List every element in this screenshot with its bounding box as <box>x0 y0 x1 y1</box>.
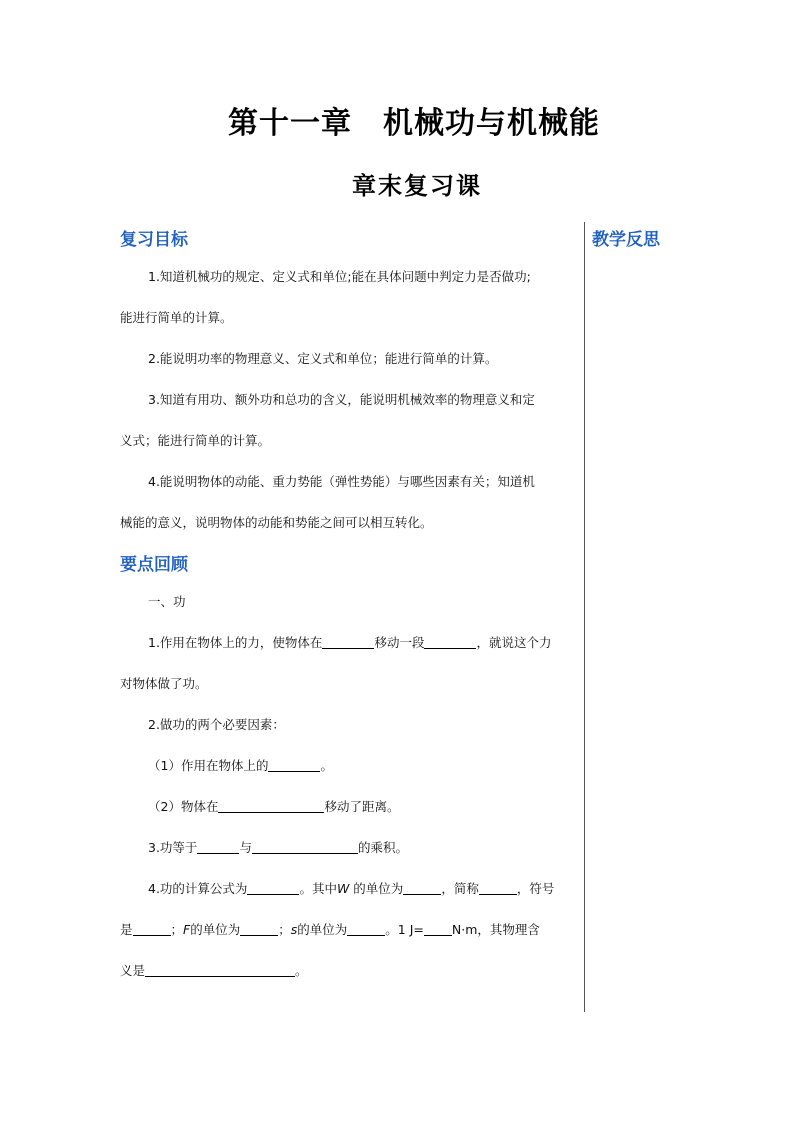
column-divider <box>584 222 585 1012</box>
question-2-title: 2.做功的两个必要因素： <box>148 717 285 732</box>
q1-text-a: 1.作用在物体上的力，使物体在 <box>148 635 323 650</box>
q4-text-n: 。 <box>295 963 308 978</box>
answer-blank[interactable] <box>268 757 320 772</box>
answer-blank[interactable] <box>424 921 452 936</box>
teaching-reflection-label: 教学反思 <box>592 230 660 250</box>
answer-blank[interactable] <box>247 880 299 895</box>
q4-text-d: ，简称 <box>441 881 479 896</box>
q3-text-a: 3.功等于 <box>148 840 198 855</box>
answer-blank[interactable] <box>133 921 171 936</box>
goal-4-line-1: 4.能说明物体的动能、重力势能（弹性势能）与哪些因素有关；知道机 <box>148 474 535 489</box>
goal-3-line-1: 3.知道有用功、额外功和总功的含义，能说明机械效率的物理意义和定 <box>148 392 535 407</box>
goal-1-line-1: 1.知道机械功的规定、定义式和单位;能在具体问题中判定力是否做功; <box>148 269 531 284</box>
lesson-subtitle: 章末复习课 <box>352 172 482 200</box>
main-column <box>120 224 580 991</box>
q2-sub1-text-b: 。 <box>320 758 333 773</box>
q4-text-e: ，符号 <box>516 881 555 896</box>
q1-text-c: ，就说这个力 <box>476 635 552 650</box>
review-goals-heading: 复习目标 <box>120 230 188 250</box>
q2-sub2-text-b: 移动了距离。 <box>324 799 400 814</box>
q4-var-s: s <box>290 922 298 937</box>
question-3 <box>120 827 580 868</box>
answer-blank[interactable] <box>240 921 278 936</box>
answer-blank[interactable] <box>322 634 374 649</box>
q4-var-f: F <box>183 922 191 937</box>
question-2-sub-1 <box>120 745 580 786</box>
q4-text-k: 。1 J= <box>385 922 424 937</box>
q1-text-b: 移动一段 <box>374 635 425 650</box>
q4-text-l: N·m，其物理含 <box>451 922 540 937</box>
q4-text-c: 的单位为 <box>349 881 404 896</box>
question-4-line-3 <box>120 950 580 991</box>
answer-blank[interactable] <box>479 880 517 895</box>
goal-1-line-2: 能进行简单的计算。 <box>120 310 233 325</box>
q4-text-h: 的单位为 <box>190 922 241 937</box>
question-4-line-2 <box>120 909 580 950</box>
answer-blank[interactable] <box>252 839 358 854</box>
question-4-line-1 <box>120 868 580 909</box>
answer-blank[interactable] <box>145 962 295 977</box>
q3-text-b: 与 <box>239 840 252 855</box>
goal-2-line-1: 2.能说明功率的物理意义、定义式和单位；能进行简单的计算。 <box>148 351 498 366</box>
q4-text-i: ； <box>278 922 291 937</box>
q4-text-f: 是 <box>120 922 133 937</box>
q4-text-m: 义是 <box>120 963 146 978</box>
chapter-title: 第十一章 机械功与机械能 <box>228 106 600 141</box>
answer-blank[interactable] <box>424 634 476 649</box>
question-1-line-2: 对物体做了功。 <box>120 676 208 691</box>
q2-sub2-text-a: （2）物体在 <box>148 799 219 814</box>
q3-text-c: 的乘积。 <box>357 840 408 855</box>
q4-text-a: 4.功的计算公式为 <box>148 881 248 896</box>
q4-text-b: 。其中 <box>299 881 337 896</box>
q4-var-w: W <box>336 881 350 896</box>
key-points-heading: 要点回顾 <box>120 555 188 575</box>
q4-text-j: 的单位为 <box>297 922 348 937</box>
section-work-title: 一、功 <box>148 594 186 609</box>
answer-blank[interactable] <box>218 798 324 813</box>
question-2-sub-2 <box>120 786 580 827</box>
answer-blank[interactable] <box>403 880 441 895</box>
answer-blank[interactable] <box>197 839 239 854</box>
goal-4-line-2: 械能的意义，说明物体的动能和势能之间可以相互转化。 <box>120 515 433 530</box>
question-1-line-1 <box>120 622 580 663</box>
goal-3-line-2: 义式；能进行简单的计算。 <box>120 433 271 448</box>
answer-blank[interactable] <box>347 921 385 936</box>
q2-sub1-text-a: （1）作用在物体上的 <box>148 758 269 773</box>
q4-text-g: ； <box>170 922 184 937</box>
